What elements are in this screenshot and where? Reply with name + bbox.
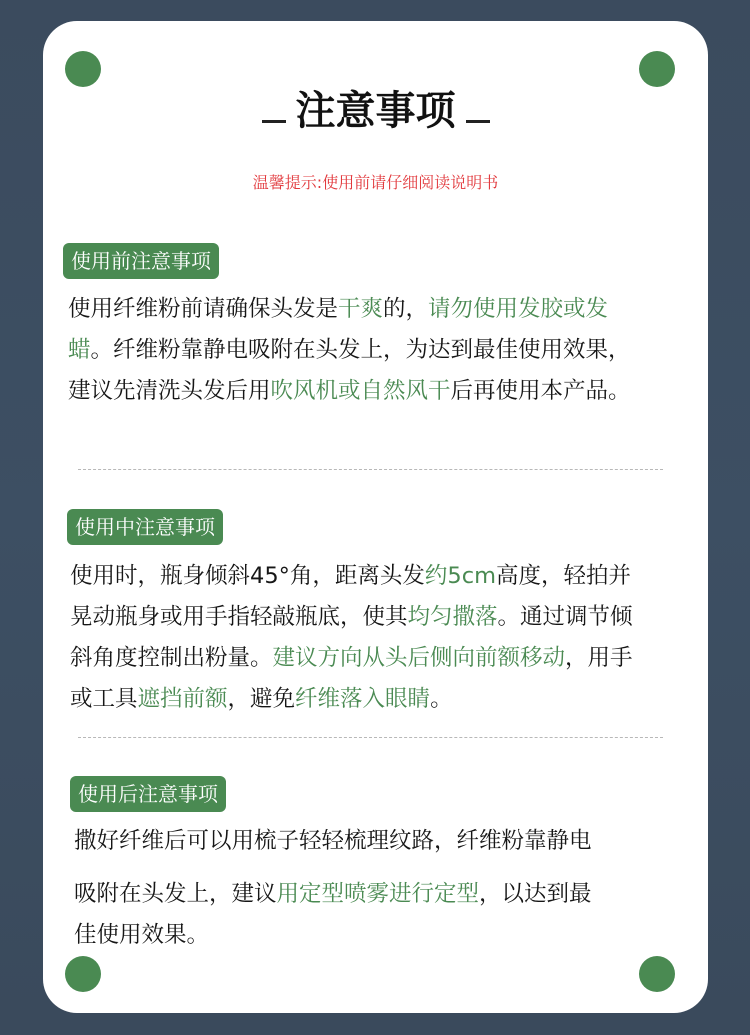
corner-dot-bottom-right — [639, 956, 675, 992]
corner-dot-top-right — [639, 51, 675, 87]
section-text-during-use — [70, 556, 650, 720]
corner-dot-bottom-left — [65, 956, 101, 992]
after-use-line-3: 佳使用效果。 — [74, 922, 210, 948]
page-title — [43, 83, 708, 139]
corner-dot-top-left — [65, 51, 101, 87]
title-dash-right — [466, 120, 490, 123]
section-text-before-use — [68, 289, 648, 412]
dashed-divider — [78, 737, 663, 738]
after-use-line-2-a: 吸附在头发上，建议 — [74, 881, 277, 907]
after-use-line-2 — [74, 874, 654, 915]
body-text: 高度，轻拍并晃动瓶身或用手指轻敲瓶底，使其 — [70, 563, 632, 630]
highlight-text: 纤维落入眼睛 — [295, 686, 431, 712]
body-text: ，避免 — [227, 686, 296, 712]
highlight-text: 建议方向从头后侧向前额移动 — [272, 645, 566, 671]
body-text: 后再使用本产品。 — [450, 378, 631, 404]
body-text: 。纤维粉靠静电吸附在头发上，为达到最佳使用效果，建议先清洗头发后用 — [68, 337, 631, 404]
section-tag-during-use: 使用中注意事项 — [67, 509, 223, 545]
highlight-text: 请勿使用发胶或发蜡 — [68, 296, 609, 363]
highlight-text: 约5cm — [424, 563, 496, 589]
section-text-after-use — [74, 821, 654, 956]
body-text: 。通过调节倾斜角度控制出粉量。 — [70, 604, 633, 671]
page-title-text: 注意事项 — [295, 88, 456, 134]
after-use-line-2-c: ，以达到最 — [479, 881, 592, 907]
highlight-text: 均匀撒落 — [407, 604, 498, 630]
title-dash-left — [262, 120, 286, 123]
highlight-text: 遮挡前额 — [137, 686, 228, 712]
after-use-line-1: 撒好纤维后可以用梳子轻轻梳理纹路，纤维粉靠静电 — [74, 828, 592, 854]
section-tag-before-use: 使用前注意事项 — [63, 243, 219, 279]
warm-tip: 温馨提示:使用前请仔细阅读说明书 — [252, 173, 499, 192]
dashed-divider — [78, 469, 663, 470]
section-tag-after-use: 使用后注意事项 — [70, 776, 226, 812]
body-text: 的， — [383, 296, 429, 322]
highlight-text: 吹风机或自然风干 — [270, 378, 451, 404]
body-text: 。 — [430, 686, 453, 712]
highlight-text: 干爽 — [338, 296, 384, 322]
body-text: 使用时，瓶身倾斜45°角，距离头发 — [70, 563, 425, 589]
body-text: ，用手或工具 — [70, 645, 633, 712]
body-text: 使用纤维粉前请确保头发是 — [68, 296, 339, 322]
info-card — [43, 21, 708, 1013]
after-use-line-2-highlight: 用定型喷雾进行定型 — [276, 881, 480, 907]
